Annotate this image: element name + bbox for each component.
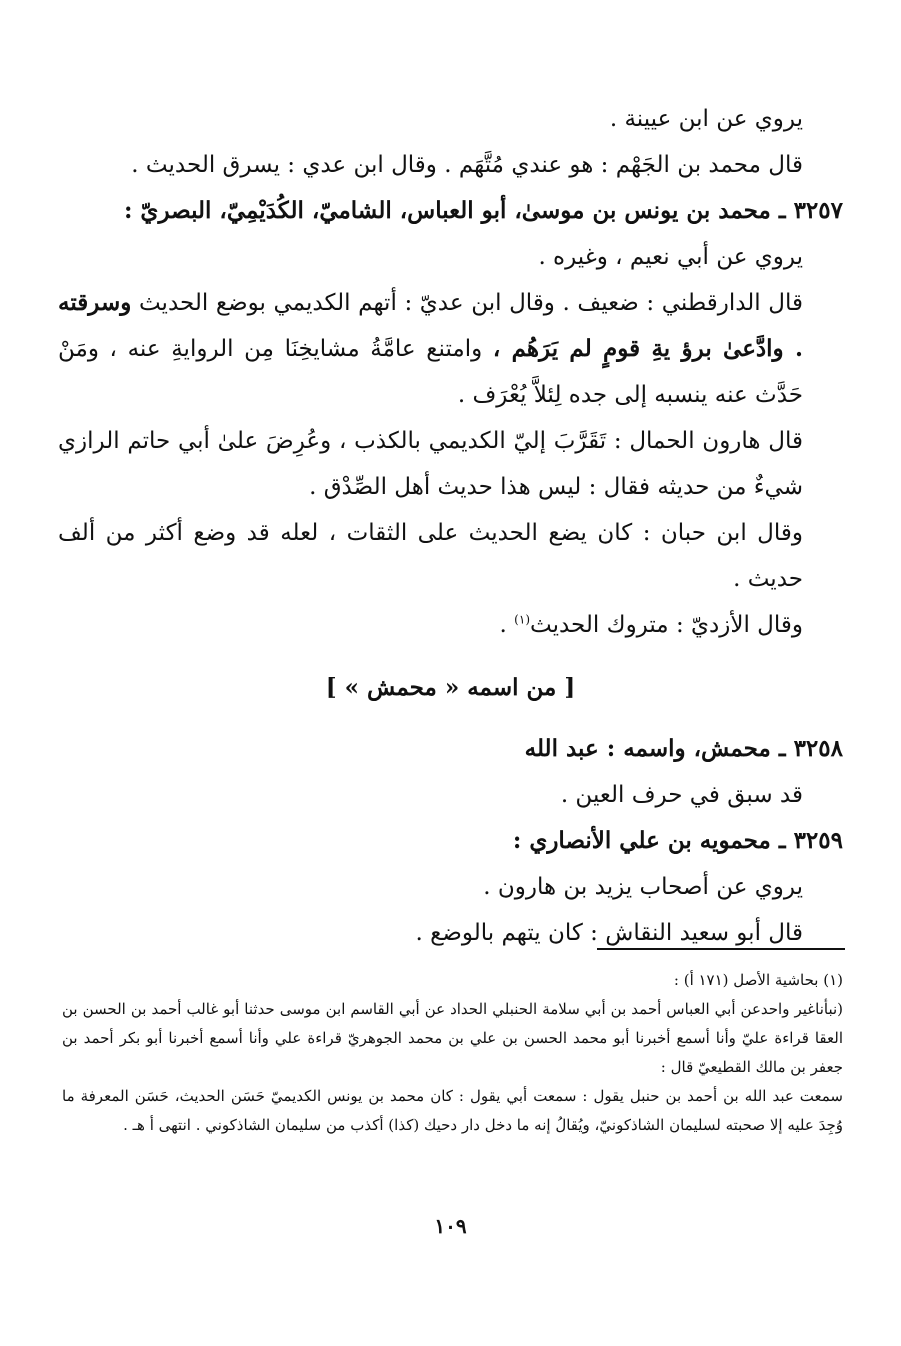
entry-3257-text — [58, 280, 843, 418]
section-title: [ من اسمه « محمش » ] — [325, 674, 576, 701]
entry-3257-text: وقال ابن حبان : كان يضع الحديث على الثقات ، لعله قد وضع أكثر من ألف حديث . — [58, 520, 803, 592]
entry-3257-text: يروي عن أبي نعيم ، وغيره . — [538, 244, 803, 270]
footnote-divider — [597, 948, 845, 950]
entry-heading-3258: ٣٢٥٨ ـ محمش، واسمه : عبد الله — [524, 735, 843, 762]
text-span: . — [499, 612, 515, 638]
entry-3259-text: يروي عن أصحاب يزيد بن هارون . — [483, 874, 803, 900]
entry-heading-3257: ٣٢٥٧ ـ محمد بن يونس بن موسىٰ، أبو العباس، الشاميّ، الكُدَيْمِيّ، البصريّ : — [123, 197, 843, 224]
text-span: وقال الأزديّ : متروك الحديث — [530, 612, 803, 638]
bold-quote: وسرقته . وادَّعىٰ برؤ يةِ قومٍ لم يَرَهُم ، — [58, 289, 803, 362]
footnote-reference[interactable]: (١) — [514, 612, 530, 627]
footnote-paragraph: سمعت عبد الله بن أحمد بن حنبل يقول : سمعت أبي يقول : كان محمد بن يونس الكديميّ حَسَن الحديث، حَسَن المعرفة ما وُجِدَ عليه إلا صحبته لسليمان الشاذكونيّ، ويُقالُ إنه ما دخل دار دحيك (كذا) أكذب من سليمان الشاذكوني . انتهى أ هـ . — [62, 1087, 843, 1134]
entry-3259-text: قال أبو سعيد النقاش : كان يتهم بالوضع . — [415, 920, 803, 946]
footnote-label: (١) بحاشية الأصل (١٧١ أ) : — [673, 971, 843, 989]
text-line: يروي عن ابن عيينة . — [609, 106, 803, 132]
text-span: قال الدارقطني : ضعيف . وقال ابن عديّ : أتهم الكديمي بوضع الحديث — [138, 290, 804, 316]
page-number: ١٠٩ — [434, 1214, 467, 1238]
footnotes — [62, 966, 843, 1140]
entry-3257-text: قال هارون الحمال : تَقَرَّبَ إليّ الكديمي بالكذب ، وعُرِضَ علىٰ أبي حاتم الرازي شيءٌ من حديثه فقال : ليس هذا حديث أهل الصِّدْق . — [58, 428, 803, 500]
text-line: قال محمد بن الجَهْم : هو عندي مُتَّهَم . وقال ابن عدي : يسرق الحديث . — [131, 152, 803, 178]
entry-3257-text — [58, 602, 843, 648]
footnote-paragraph: (نبأناغير واحدعن أبي العباس أحمد بن أبي سلامة الحنبلي الحداد عن أبي القاسم ابن موسى حدثنا أبو غالب أحمد بن الحسن بن العقا قراءة عليّ وأنا أسمع أخبرنا أبو محمد الحسن بن علي بن محمد الجوهريّ قراءة علي وأنا أسمع أخبرنا أبو بكر أحمد بن جعفر بن مالك القطيعيّ قال : — [62, 1000, 843, 1076]
entry-3258-text: قد سبق في حرف العين . — [560, 782, 803, 808]
entry-heading-3259: ٣٢٥٩ ـ محمويه بن علي الأنصاري : — [512, 827, 843, 854]
text-span: وامتنع عامَّةُ مشايخِنَا مِن الروايةِ عنه ، ومَنْ حَدَّث عنه ينسبه إلى جده لِئلاَّ يُعْرَف . — [58, 336, 803, 408]
main-text — [58, 96, 843, 956]
